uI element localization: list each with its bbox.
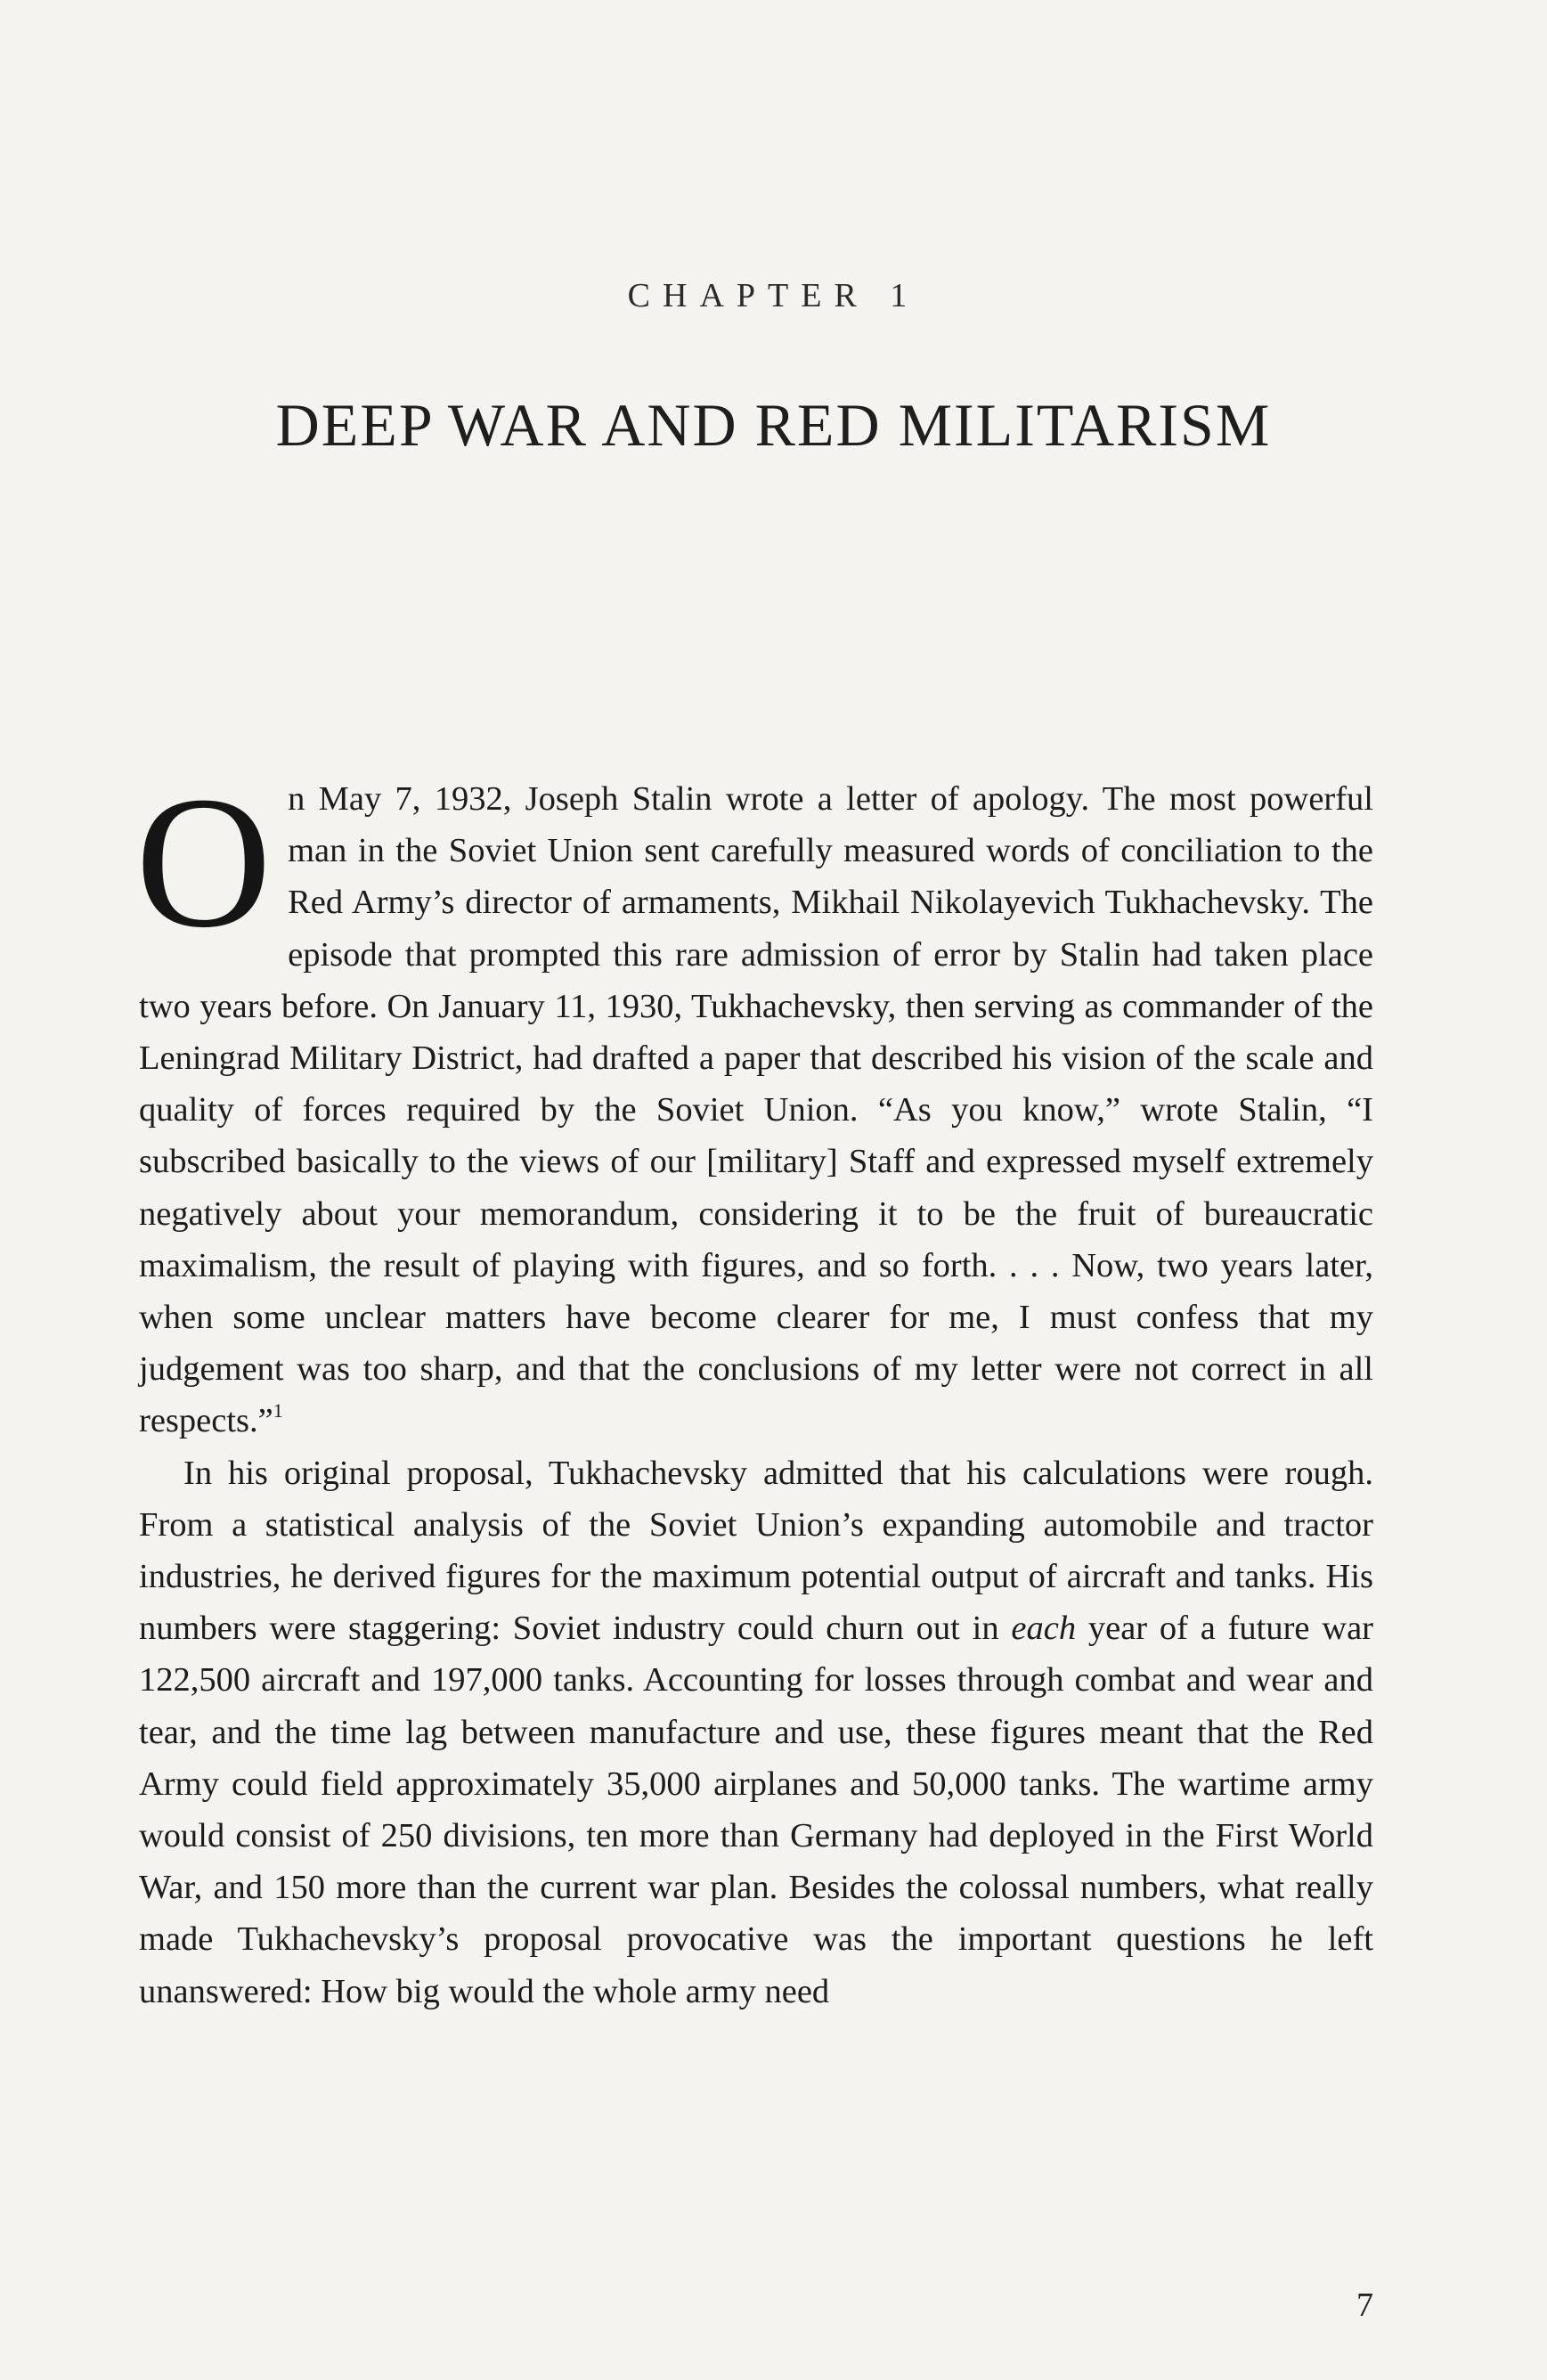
paragraph-1-text: n May 7, 1932, Joseph Stalin wrote a letter of apology. The most powerful man in the Soviet Union sent carefully measured words of conciliation to the Red Army’s director of armaments, Mikhail Nikolayevich Tukhachevsky. The episode that prompted this rare admission of error by Stalin had taken place two years before. On January 11, 1930, Tukhachevsky, then serving as commander of the Leningrad Military District, had drafted a paper that described his vision of the scale and quality of forces required by the Soviet Union. “As you know,” wrote Stalin, “I subscribed basically to the views of our [military] Staff and expressed myself extremely negatively about your memorandum, considering it to be the fruit of bureaucratic maximalism, the result of playing with figures, and so forth. . . . Now, two years later, when some unclear matters have become clearer for me, I must confess that my judgement was too sharp, and that the conclusions of my letter were not correct in all respects.” — [139, 780, 1373, 1440]
paragraph-1 — [135, 757, 1373, 1447]
page-number: 7 — [1356, 2286, 1373, 2324]
body-text — [135, 757, 1374, 2017]
chapter-title: DEEP WAR AND RED MILITARISM — [275, 391, 1272, 459]
emphasis-text: each — [1011, 1610, 1077, 1648]
footnote-marker: 1 — [273, 1399, 283, 1422]
paragraph-2-text-start: In his original proposal, Tukhachevsky admitted that his calculations were rough. From a statistical analysis of the Soviet Union’s expanding automobile and tractor industries, he derived figures for the maximum potential output of aircraft and tanks. His numbers were staggering: Soviet industry could churn out in — [139, 1454, 1373, 1648]
paragraph-2 — [139, 1447, 1373, 2017]
drop-cap: O — [135, 757, 273, 966]
chapter-label: CHAPTER 1 — [627, 277, 920, 314]
paragraph-2-text-end: year of a future war 122,500 aircraft and 197,000 tanks. Accounting for losses through combat and wear and tear, and the time lag between manufacture and use, these figures meant that the Red Army could field approximately 35,000 airplanes and 50,000 tanks. The wartime army would consist of 250 divisions, ten more than Germany had deployed in the First World War, and 150 more than the current war plan. Besides the colossal numbers, what really made Tukhachevsky’s proposal provocative was the important questions he left unanswered: How big would the whole army need — [139, 1610, 1374, 2010]
